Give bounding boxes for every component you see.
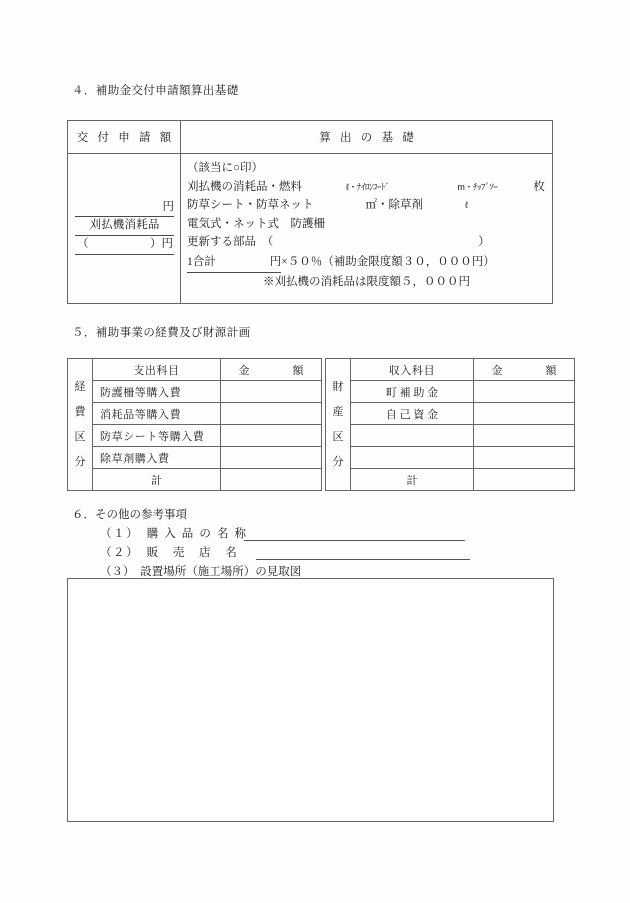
paren-open: （ <box>77 238 89 250</box>
header-calculation-basis: 算 出 の 基 礎 <box>181 121 553 154</box>
expense-subject-weedsheet: 防草シート等購入費 <box>93 425 221 447</box>
basis-line-replacement-parts[interactable] <box>187 233 552 252</box>
expense-subject-fence: 防護柵等購入費 <box>93 381 221 403</box>
application-amount-cell <box>68 154 181 304</box>
table-body-row <box>68 154 553 304</box>
table-row <box>68 425 322 447</box>
total-blank-field <box>187 253 281 273</box>
expense-col-amount: 金 額 <box>221 359 322 381</box>
paren-close-yen: ）円 <box>150 238 173 250</box>
revenue-amount-blank-2[interactable] <box>474 447 575 469</box>
expense-header-row <box>68 359 322 381</box>
basis-line-note: ※刈払機の消耗品は限度額５，０００円 <box>263 275 470 288</box>
table-row <box>326 425 575 447</box>
unit-sqm-herbicide: ㎡・除草剤 <box>365 199 423 212</box>
amount-entry-block <box>75 200 174 255</box>
table-header-row <box>68 121 553 154</box>
section-6-heading: ６．その他の参考事項 <box>72 509 187 521</box>
vlabel-char-4: 分 <box>332 455 344 468</box>
expense-amount-consumables[interactable] <box>221 403 322 425</box>
amount-unit-yen: 円 <box>162 201 174 213</box>
weed-sheet-label: 防草シート・防草ネット <box>187 199 314 212</box>
total-unit-yen: 円 <box>269 255 282 268</box>
subsidy-calculation-table <box>67 120 553 304</box>
expense-amount-herbicide[interactable] <box>221 447 322 469</box>
purchased-item-name-input[interactable] <box>244 540 465 541</box>
unit-chip-saw: m・ﾁｯﾌﾟｿｰ <box>457 181 498 192</box>
sketch-location-label: （３） 設置場所（施工場所）の見取図 <box>100 566 302 578</box>
revenue-col-amount: 金 額 <box>474 359 575 381</box>
expense-subject-consumables: 消耗品等購入費 <box>93 403 221 425</box>
expense-table <box>67 358 322 491</box>
vlabel-char-3: 区 <box>332 430 344 443</box>
revenue-total-label: 計 <box>351 469 474 491</box>
vlabel-char-4: 分 <box>74 455 86 468</box>
table-row <box>68 403 322 425</box>
revenue-vertical-label <box>326 359 351 491</box>
revenue-total-row <box>326 469 575 491</box>
revenue-subject-own-funds: 自 己 資 金 <box>351 403 474 425</box>
basis-line-mower-consumables[interactable] <box>187 178 552 197</box>
unit-sheets: 枚 <box>533 180 545 193</box>
replacement-parts-paren-close: ） <box>478 236 490 249</box>
table-row <box>68 381 322 403</box>
revenue-subject-blank-2[interactable] <box>351 447 474 469</box>
vlabel-char-1: 財 <box>332 380 344 393</box>
expense-col-subject: 支出科目 <box>93 359 221 381</box>
amount-item-label: 刈払機消耗品 <box>75 217 174 236</box>
table-row <box>326 447 575 469</box>
basis-line-total[interactable] <box>187 253 552 273</box>
table-row <box>68 447 322 469</box>
expense-subject-herbicide: 除草剤購入費 <box>93 447 221 469</box>
total-formula: ×５０％（補助金限度額３０，０００円） <box>281 255 495 268</box>
basis-line-weed-sheet[interactable] <box>187 196 552 215</box>
dealer-name-input[interactable] <box>256 559 470 560</box>
basis-line-fence[interactable]: 電気式・ネット式 防護柵 <box>187 217 325 230</box>
expense-total-amount[interactable] <box>221 469 322 491</box>
calculation-basis-cell <box>181 154 553 304</box>
unit-liter: ℓ <box>465 200 468 211</box>
section-5-heading: ５．補助事業の経費及び財源計画 <box>72 327 251 339</box>
expense-amount-fence[interactable] <box>221 381 322 403</box>
amount-paren-line[interactable] <box>75 236 174 255</box>
revenue-total-amount[interactable] <box>474 469 575 491</box>
expense-vertical-label <box>68 359 93 491</box>
section-4-heading: ４．補助金交付申請額算出基礎 <box>72 85 239 97</box>
revenue-subject-town-subsidy: 町 補 助 金 <box>351 381 474 403</box>
replacement-parts-label: 更新する部品 （ <box>187 236 274 249</box>
budget-tables-wrapper <box>67 358 575 491</box>
vlabel-char-2: 産 <box>332 405 344 418</box>
revenue-col-subject: 収入科目 <box>351 359 474 381</box>
revenue-amount-town-subsidy[interactable] <box>474 381 575 403</box>
revenue-amount-blank-1[interactable] <box>474 425 575 447</box>
dealer-name-label: （２） 販 売 店 名 <box>100 547 239 559</box>
purchased-item-name-label: （１） 購 入 品 の 名 称 <box>100 528 248 540</box>
amount-blank-line[interactable] <box>75 200 174 217</box>
expense-total-row <box>68 469 322 491</box>
header-application-amount: 交 付 申 請 額 <box>68 121 181 154</box>
revenue-table <box>325 358 575 491</box>
vlabel-char-2: 費 <box>74 405 86 418</box>
table-row <box>326 381 575 403</box>
revenue-header-row <box>326 359 575 381</box>
expense-total-label: 計 <box>93 469 221 491</box>
total-label: 1合計 <box>187 255 216 268</box>
vlabel-char-3: 区 <box>74 430 86 443</box>
basis-line-circle-note: （該当に○印） <box>187 162 263 174</box>
unit-nylon-cord: ℓ・ﾅｲﾛﾝｺｰﾄﾞ <box>346 181 390 192</box>
sketch-drawing-area[interactable] <box>67 578 554 822</box>
mower-consumables-label: 刈払機の消耗品・燃料 <box>187 180 302 193</box>
revenue-amount-own-funds[interactable] <box>474 403 575 425</box>
expense-amount-weedsheet[interactable] <box>221 425 322 447</box>
revenue-subject-blank-1[interactable] <box>351 425 474 447</box>
vlabel-char-1: 経 <box>74 380 86 393</box>
table-row <box>326 403 575 425</box>
